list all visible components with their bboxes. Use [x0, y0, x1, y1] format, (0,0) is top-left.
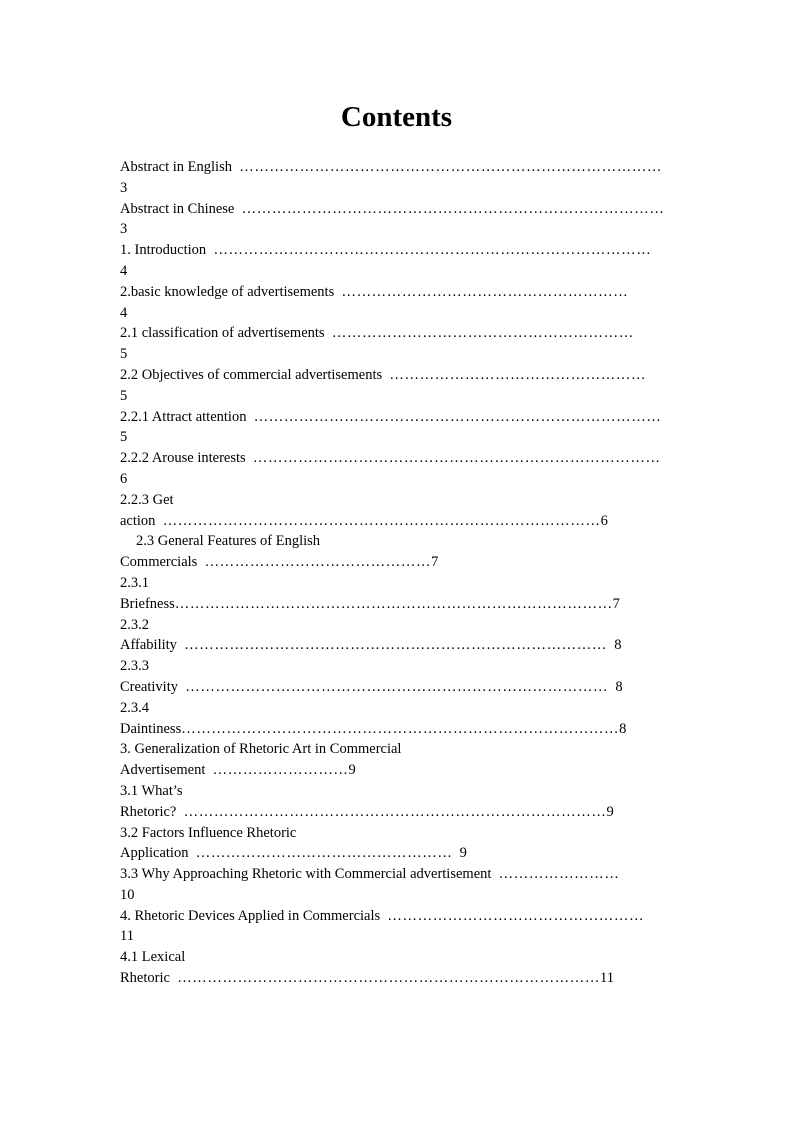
toc-line — [120, 303, 690, 324]
toc-leader-dots: …………………………………………………………………………… — [174, 595, 613, 612]
toc-page-number: 11 — [600, 970, 614, 987]
toc-entry-text: 11 — [120, 928, 134, 945]
toc-entry-text: 3 — [120, 179, 128, 196]
toc-line — [120, 490, 690, 511]
toc-line — [120, 823, 690, 844]
toc-line — [120, 407, 690, 428]
toc-entry-text: 2.3.4 — [120, 699, 149, 716]
toc-entry-text: 2.basic knowledge of advertisements — [120, 283, 342, 300]
toc-line — [120, 843, 690, 864]
toc-entry-text: Commercials — [120, 554, 205, 571]
toc-entry-text: Daintiness — [120, 720, 182, 737]
toc-line — [120, 719, 690, 740]
toc-entry-text: 2.2 Objectives of commercial advertisements — [120, 366, 390, 383]
toc-entry-text: 3.2 Factors Influence Rhetoric — [120, 824, 297, 841]
toc-leader-dots: ………………………………………………………………………… — [183, 803, 607, 820]
toc-entry-text: 2.2.1 Attract attention — [120, 408, 254, 425]
toc-leader-dots: ……………………………………………………………………… — [252, 450, 661, 467]
toc-line — [120, 261, 690, 282]
toc-page-number: 7 — [431, 554, 439, 571]
toc-leader-dots: …………………………………………………………………………… — [213, 242, 652, 259]
toc-entry-text: 10 — [120, 886, 135, 903]
toc-leader-dots: ………………………………………………………………………… — [241, 200, 665, 217]
toc-entry-text: 2.3.3 — [120, 658, 149, 675]
toc-entry-text: 4. Rhetoric Devices Applied in Commercials — [120, 907, 388, 924]
toc-line — [120, 282, 690, 303]
toc-entry-text: action — [120, 512, 163, 529]
toc-line — [120, 926, 690, 947]
toc-line — [120, 594, 690, 615]
toc-line — [120, 427, 690, 448]
toc-entry-text: Advertisement — [120, 762, 213, 779]
toc-entry-text: Rhetoric? — [120, 803, 184, 820]
toc-leader-dots: ………………………………………………………………………… — [185, 678, 609, 695]
toc-leader-dots: ……………………………………… — [204, 554, 432, 571]
toc-entry-text: 2.2.2 Arouse interests — [120, 450, 253, 467]
toc-entry-text: 2.2.3 Get — [120, 491, 174, 508]
toc-entry-text: 3.3 Why Approaching Rhetoric with Commercial advertisement — [120, 866, 499, 883]
toc-line — [120, 698, 690, 719]
toc-entry-text: 3 — [120, 221, 128, 238]
toc-entry-text: 2.3.2 — [120, 616, 149, 633]
toc-line — [120, 469, 690, 490]
toc-leader-dots: ……………………………………………………………………… — [253, 408, 662, 425]
toc-entry-text: 2.3.1 — [120, 574, 149, 591]
toc-line — [120, 885, 690, 906]
toc-line — [120, 552, 690, 573]
toc-leader-dots: …………………………………………… — [387, 907, 645, 924]
toc-line — [120, 448, 690, 469]
toc-line — [120, 344, 690, 365]
toc-entry-text: 4 — [120, 304, 128, 321]
toc-entry-text: 3. Generalization of Rhetoric Art in Commercial — [120, 741, 402, 758]
toc-page-number: 9 — [348, 762, 356, 779]
toc-leader-dots: …………………………………………… — [195, 845, 453, 862]
toc-leader-dots: …………………………………………………………………………… — [181, 720, 620, 737]
toc-entry-text: 5 — [120, 387, 128, 404]
toc-line — [120, 635, 690, 656]
toc-entry-text: 5 — [120, 429, 128, 446]
toc-entry-text: Application — [120, 845, 196, 862]
toc-line — [120, 906, 690, 927]
toc-entry-text: Creativity — [120, 678, 186, 695]
toc-entry-text: Abstract in English — [120, 159, 240, 175]
toc-page-number: 9 — [452, 845, 467, 862]
toc-line — [120, 677, 690, 698]
toc-line — [120, 157, 690, 178]
toc-line — [120, 802, 690, 823]
toc-entry-text: 5 — [120, 346, 128, 363]
toc-leader-dots: ……………………… — [212, 762, 349, 779]
toc-line — [120, 199, 690, 220]
toc-line — [120, 178, 690, 199]
toc-line — [120, 365, 690, 386]
toc-entry-text: 2.1 classification of advertisements — [120, 325, 332, 342]
toc-leader-dots: …………………………………………………… — [331, 325, 634, 342]
toc-page-number: 9 — [606, 803, 614, 820]
toc-page-number: 7 — [612, 595, 620, 612]
toc-leader-dots: …………………… — [498, 866, 620, 883]
toc-line — [120, 615, 690, 636]
toc-entry-text: 4.1 Lexical — [120, 949, 186, 966]
toc-line — [120, 219, 690, 240]
toc-line — [120, 511, 690, 532]
toc-leader-dots: …………………………………………… — [389, 366, 647, 383]
toc-page-number: 8 — [608, 678, 623, 695]
table-of-contents — [120, 157, 690, 989]
toc-page-number: 8 — [619, 720, 627, 737]
toc-entry-text: 1. Introduction — [120, 242, 214, 259]
toc-line — [120, 968, 690, 989]
toc-entry-text: 6 — [120, 470, 128, 487]
toc-leader-dots: ………………………………………………… — [341, 283, 629, 300]
toc-line — [120, 739, 690, 760]
toc-entry-text: 3.1 What’s — [120, 782, 183, 799]
toc-entry-text: 4 — [120, 262, 128, 279]
toc-line — [120, 240, 690, 261]
toc-line — [120, 781, 690, 802]
toc-entry-text: Affability — [120, 637, 185, 654]
toc-leader-dots: ………………………………………………………………………… — [184, 637, 607, 654]
toc-entry-text: Briefness — [120, 595, 175, 612]
page-title: Contents — [340, 101, 453, 133]
toc-page-number: 8 — [606, 637, 622, 654]
toc-line — [120, 864, 690, 885]
toc-line — [120, 386, 690, 407]
toc-leader-dots: ………………………………………………………………………… — [239, 159, 663, 175]
toc-entry-text: Rhetoric — [120, 970, 178, 987]
toc-line — [120, 760, 690, 781]
toc-page-number: 6 — [600, 512, 608, 529]
toc-line — [120, 656, 690, 677]
toc-entry-text: Abstract in Chinese — [120, 200, 242, 217]
toc-line — [120, 323, 690, 344]
toc-leader-dots: …………………………………………………………………………… — [162, 512, 601, 529]
toc-entry-text: 2.3 General Features of English — [136, 533, 321, 550]
toc-leader-dots: ………………………………………………………………………… — [177, 970, 600, 987]
toc-line — [120, 947, 690, 968]
toc-line — [120, 573, 690, 594]
toc-line — [120, 531, 690, 552]
